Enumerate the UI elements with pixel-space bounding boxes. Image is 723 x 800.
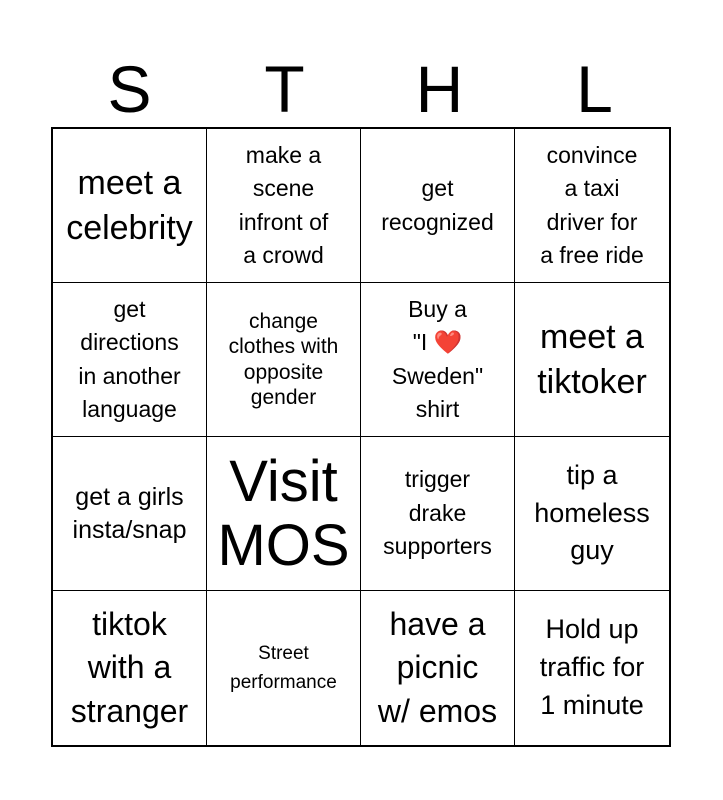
bingo-board xyxy=(51,127,671,747)
cell-text: get a girls insta/snap xyxy=(72,483,187,544)
bingo-cell[interactable] xyxy=(53,129,207,283)
bingo-cell[interactable] xyxy=(361,283,515,437)
bingo-cell[interactable] xyxy=(207,129,361,283)
bingo-cell[interactable] xyxy=(207,283,361,437)
header-letter-l: L xyxy=(576,52,613,126)
cell-text: Street performance xyxy=(230,642,337,693)
cell-text: make a scene infront of a crowd xyxy=(238,141,329,268)
cell-text: tip a homeless guy xyxy=(534,459,650,566)
cell-text: change clothes with opposite gender xyxy=(228,310,339,409)
header-letter-t: T xyxy=(264,52,305,126)
bingo-cell[interactable] xyxy=(515,283,669,437)
cell-text: meet a tiktoker xyxy=(537,318,647,401)
cell-text: convince a taxi driver for a free ride xyxy=(540,141,644,268)
cell-text: get recognized xyxy=(381,175,494,235)
cell-text: have a picnic w/ emos xyxy=(377,606,498,729)
bingo-cell[interactable] xyxy=(361,591,515,745)
cell-text: Buy a "I ❤️ Sweden" shirt xyxy=(391,295,484,422)
cell-text: tiktok with a stranger xyxy=(70,606,189,729)
bingo-cell[interactable] xyxy=(207,591,361,745)
bingo-cell[interactable] xyxy=(53,591,207,745)
bingo-cell[interactable] xyxy=(515,591,669,745)
cell-text: get directions in another language xyxy=(78,295,181,422)
bingo-cell[interactable] xyxy=(515,129,669,283)
bingo-header xyxy=(52,50,672,128)
bingo-cell[interactable] xyxy=(53,437,207,591)
cell-text: Visit MOS xyxy=(217,448,350,578)
header-letter-h: H xyxy=(415,52,464,126)
bingo-cell[interactable] xyxy=(361,129,515,283)
header-letter-s: S xyxy=(107,52,152,126)
bingo-cell[interactable] xyxy=(361,437,515,591)
bingo-cell[interactable] xyxy=(515,437,669,591)
cell-text: meet a celebrity xyxy=(66,164,193,247)
bingo-cell-free[interactable] xyxy=(207,437,361,591)
cell-text: Hold up traffic for 1 minute xyxy=(539,614,645,720)
bingo-cell[interactable] xyxy=(53,283,207,437)
cell-text: trigger drake supporters xyxy=(383,466,492,560)
